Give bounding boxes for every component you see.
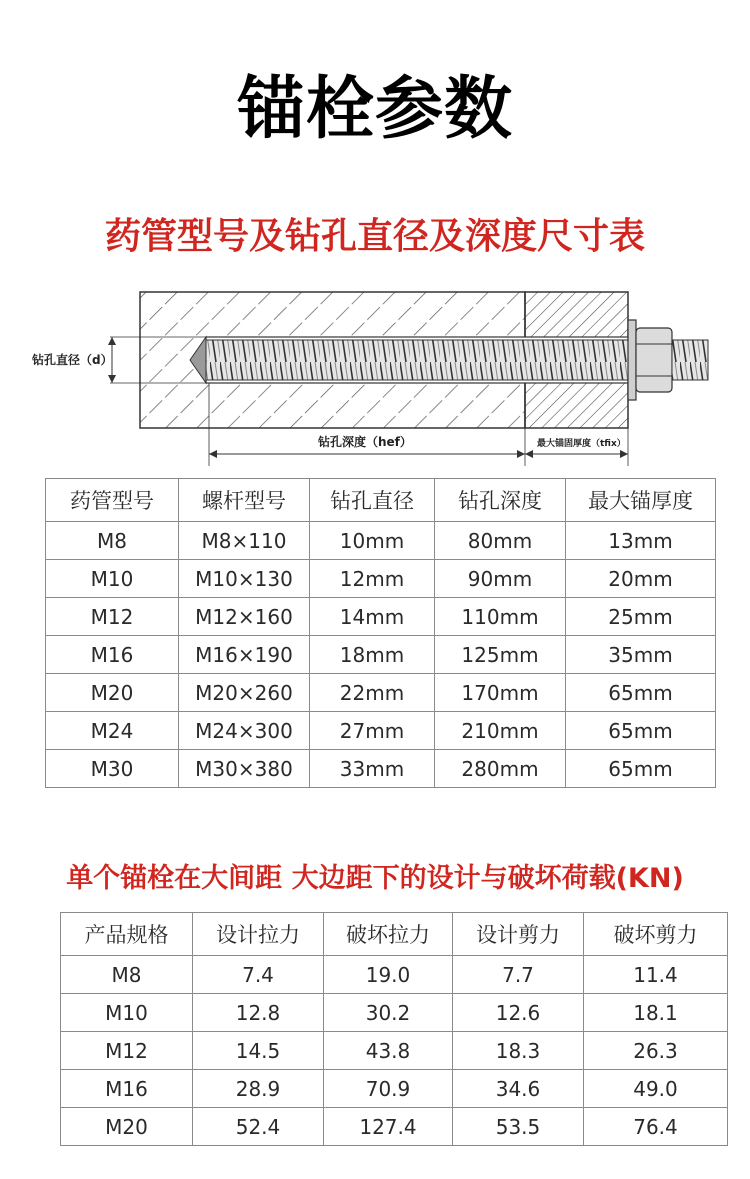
table-row — [61, 1108, 728, 1146]
table-cell: 49.0 — [584, 1070, 728, 1108]
table-cell: M20 — [46, 674, 179, 712]
table-cell: M8 — [46, 522, 179, 560]
nut — [636, 328, 672, 392]
table-row — [46, 712, 716, 750]
table-row — [61, 994, 728, 1032]
table-row — [61, 1070, 728, 1108]
table-cell: M8×110 — [179, 522, 310, 560]
load-values-table — [60, 912, 728, 1146]
table-cell: 210mm — [435, 712, 566, 750]
section-title-load-values: 单个锚栓在大间距 大边距下的设计与破坏荷载(KN) — [66, 863, 684, 894]
table-cell: 125mm — [435, 636, 566, 674]
table-cell: M20 — [61, 1108, 193, 1146]
table-cell: M16×190 — [179, 636, 310, 674]
washer — [628, 320, 636, 400]
table-cell: 65mm — [566, 674, 716, 712]
table-cell: 90mm — [435, 560, 566, 598]
table-cell: M8 — [61, 956, 193, 994]
table-cell: M24 — [46, 712, 179, 750]
header-cell: 产品规格 — [61, 913, 193, 956]
table-cell: 65mm — [566, 712, 716, 750]
table-cell: 52.4 — [193, 1108, 324, 1146]
table-cell: 280mm — [435, 750, 566, 788]
table-cell: 7.4 — [193, 956, 324, 994]
table-row — [46, 598, 716, 636]
header-cell: 破坏拉力 — [324, 913, 453, 956]
table-row — [46, 560, 716, 598]
table-cell: 127.4 — [324, 1108, 453, 1146]
table-header-row — [46, 479, 716, 522]
header-cell: 螺杆型号 — [179, 479, 310, 522]
table-cell: 26.3 — [584, 1032, 728, 1070]
table-cell: 7.7 — [453, 956, 584, 994]
table-cell: M16 — [61, 1070, 193, 1108]
diameter-label: 钻孔直径（d） — [32, 353, 113, 367]
thickness-label: 最大锚固厚度（tfix） — [537, 439, 626, 449]
header-cell: 药管型号 — [46, 479, 179, 522]
table-cell: M12 — [46, 598, 179, 636]
header-cell: 最大锚厚度 — [566, 479, 716, 522]
hole-dimensions-table — [45, 478, 716, 788]
table-cell: 14.5 — [193, 1032, 324, 1070]
table-cell: 20mm — [566, 560, 716, 598]
table-row — [61, 1032, 728, 1070]
table-cell: 30.2 — [324, 994, 453, 1032]
table-cell: M16 — [46, 636, 179, 674]
table-cell: 43.8 — [324, 1032, 453, 1070]
table-cell: M12×160 — [179, 598, 310, 636]
table-cell: 27mm — [310, 712, 435, 750]
table-cell: 10mm — [310, 522, 435, 560]
anchor-bolt-diagram — [0, 282, 750, 472]
table-cell: 76.4 — [584, 1108, 728, 1146]
header-cell: 破坏剪力 — [584, 913, 728, 956]
table-cell: 22mm — [310, 674, 435, 712]
table-cell: 12.6 — [453, 994, 584, 1032]
table-cell: 34.6 — [453, 1070, 584, 1108]
table-cell: 13mm — [566, 522, 716, 560]
table-header-row — [61, 913, 728, 956]
table-row — [46, 522, 716, 560]
table-cell: M10 — [61, 994, 193, 1032]
table-cell: M24×300 — [179, 712, 310, 750]
table-cell: 28.9 — [193, 1070, 324, 1108]
table-row — [46, 674, 716, 712]
table-cell: 12.8 — [193, 994, 324, 1032]
table-cell: 14mm — [310, 598, 435, 636]
table-cell: 53.5 — [453, 1108, 584, 1146]
table-cell: 18mm — [310, 636, 435, 674]
table-cell: 33mm — [310, 750, 435, 788]
header-cell: 钻孔直径 — [310, 479, 435, 522]
header-cell: 设计拉力 — [193, 913, 324, 956]
table-cell: 70.9 — [324, 1070, 453, 1108]
table-cell: M10×130 — [179, 560, 310, 598]
table-cell: M20×260 — [179, 674, 310, 712]
table-cell: 11.4 — [584, 956, 728, 994]
table-row — [61, 956, 728, 994]
table-cell: 80mm — [435, 522, 566, 560]
table-cell: M10 — [46, 560, 179, 598]
table-cell: 170mm — [435, 674, 566, 712]
table-cell: 18.1 — [584, 994, 728, 1032]
table-cell: 110mm — [435, 598, 566, 636]
table-cell: M30 — [46, 750, 179, 788]
depth-label: 钻孔深度（hef） — [318, 435, 412, 449]
table-cell: M30×380 — [179, 750, 310, 788]
table-cell: 19.0 — [324, 956, 453, 994]
section-title-hole-dimensions: 药管型号及钻孔直径及深度尺寸表 — [104, 216, 645, 257]
header-cell: 钻孔深度 — [435, 479, 566, 522]
table-cell: 18.3 — [453, 1032, 584, 1070]
header-cell: 设计剪力 — [453, 913, 584, 956]
table-cell: 25mm — [566, 598, 716, 636]
table-row — [46, 750, 716, 788]
table-cell: 12mm — [310, 560, 435, 598]
page-title: 锚栓参数 — [236, 70, 513, 149]
table-cell: 35mm — [566, 636, 716, 674]
table-cell: M12 — [61, 1032, 193, 1070]
table-row — [46, 636, 716, 674]
table-cell: 65mm — [566, 750, 716, 788]
threaded-rod — [206, 340, 636, 380]
